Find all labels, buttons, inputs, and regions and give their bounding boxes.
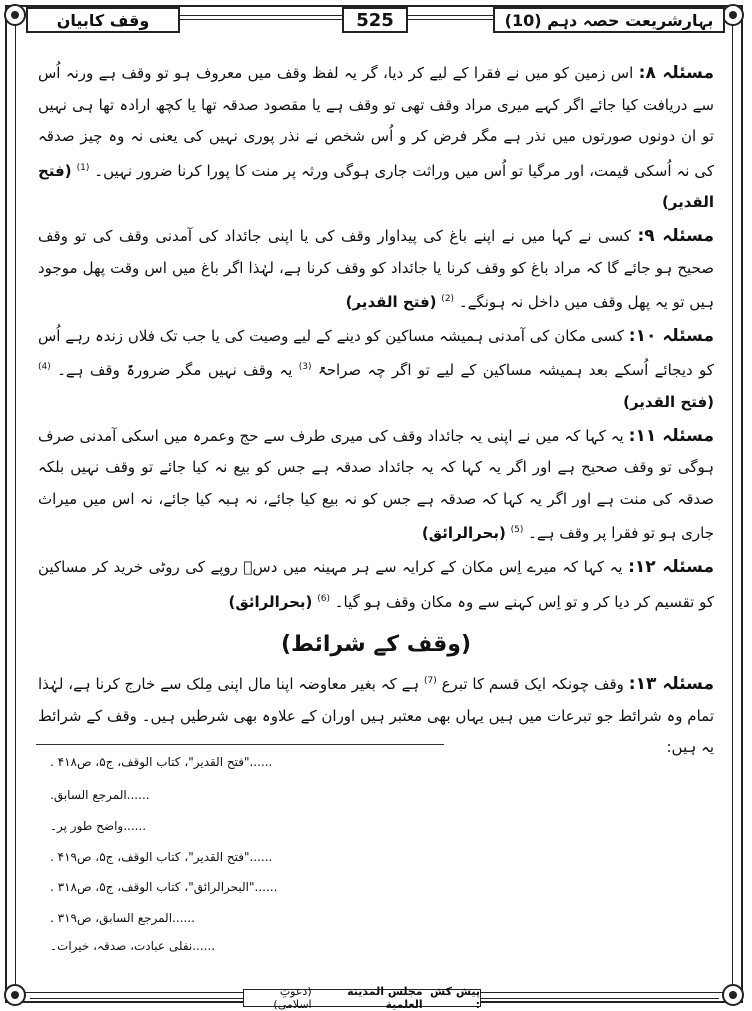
issue-label: مسئلہ ۱۰: — [628, 325, 714, 346]
paragraph-text-continued: یہ وقف نہیں مگر ضرورۃً وقف ہے۔ — [57, 361, 293, 380]
paragraph-text: کسی نے کہا میں نے اپنے باغ کی پیداوار وقف کی یا اپنی جائداد کی آمدنی وقف کی تو وقف صحیح ہو جائے گا کہ مراد باغ کو وقف کرنا یا جائداد کو وقف کرنا ہے، لہٰذا اگر باغ میں اس وقت پھل موجود ہیں تو یہ پھل وقف میں داخل نہ ہونگے۔ — [38, 226, 714, 312]
footer-rule-right — [481, 998, 719, 999]
footnote-marker: (3) — [298, 362, 312, 373]
footnote-marker: (2) — [441, 294, 455, 305]
publisher-box — [243, 985, 481, 1011]
paragraph-11 — [38, 421, 714, 550]
paragraph-text-continued: ہے کہ بغیر معاوضہ اپنا مال اپنی مِلک سے خارج کرنا ہے، لہٰذا تمام وہ شرائط جو تبرعات میں ہیں یہاں بھی معتبر ہیں اوران کے علاوہ بھی شرطیں ہیں۔ وقف کے شرائط یہ ہیں: — [38, 675, 714, 757]
reference: (فتح القدیر) — [38, 161, 714, 212]
footnote-marker: (7) — [424, 676, 437, 687]
paragraph-text: وقف چونکہ ایک قسم کا تبرع — [441, 675, 624, 694]
paragraph-8 — [38, 58, 714, 219]
publisher-label: پیش کش : — [430, 985, 480, 1011]
footnote-marker: (1) — [76, 162, 90, 173]
page-number: 525 — [342, 7, 408, 33]
reference: (فتح القدیر) — [623, 392, 714, 411]
reference: (بحرالرائق) — [421, 524, 506, 543]
page-footer — [0, 985, 752, 1011]
paragraph-10 — [38, 321, 714, 419]
footnote-3: ......واضح طور پر۔ — [50, 819, 147, 833]
section-heading: (وقف کے شرائط) — [280, 632, 472, 658]
publisher-name: مجلس المدینة العلمیة — [347, 985, 423, 1011]
header-rule-left — [180, 19, 342, 20]
paragraph-13 — [38, 666, 714, 764]
footnote-1: ......"فتح القدیر"، کتاب الوقف، ج۵، ص۴۱۸ . — [50, 755, 273, 769]
footnote-separator — [36, 744, 444, 745]
footnote-6: ......المرجع السابق، ص۳۱۹ . — [50, 911, 195, 925]
paragraph-text: کسی مکان کی آمدنی ہمیشہ مساکین کو دینے کے لیے وصیت کی یا جب تک فلاں زندہ رہے اُس کو دیجائے اُسکے بعد ہمیشہ مساکین کے لیے تو اگر چہ صراحۃً — [38, 326, 714, 380]
footnote-5: ......"البحرالرائق"، کتاب الوقف، ج۵، ص۳۱۸ . — [50, 880, 278, 894]
main-text — [38, 58, 714, 766]
footnote-7: ......نفلی عبادت، صدقہ، خیرات۔ — [50, 939, 216, 953]
paragraph-9 — [38, 221, 714, 319]
footnote-marker: (5) — [510, 525, 524, 536]
book-title: بہارِشریعت حصہ دہم (10) — [493, 7, 725, 33]
issue-label: مسئلہ ۱۲: — [628, 556, 714, 577]
footer-rule-left — [30, 998, 243, 999]
issue-label: مسئلہ ۸: — [638, 63, 714, 83]
footnote-2: ......المرجع السابق. — [50, 788, 150, 802]
publisher-sub: (دعوتِ اسلامی) — [273, 985, 312, 1011]
page-header — [0, 7, 752, 37]
footnote-marker: (4) — [38, 362, 51, 373]
reference: (بحرالرائق) — [228, 592, 313, 611]
paragraph-text: یہ کہا کہ میں نے اپنی یہ جائداد وقف کی میری طرف سے حج وعمرہ میں اسکی آمدنی صرف ہوگی تو وقف صحیح ہے اور اگر یہ کہا کہ یہ جائداد صدقہ ہے جس کو بیع نہ کیا جائے تو وقف نہیں بلکہ صدقہ کی منت ہے اور اگر یہ کہا کہ صدقہ ہے جس کو نہ بیع کیا جائے، نہ ہبہ کیا جائے، نہ اس میں میراث جاری ہو تو فقرا پر وقف ہے۔ — [38, 426, 714, 543]
reference: (فتح القدیر) — [345, 293, 437, 312]
paragraph-text: یہ کہا کہ میرے اِس مکان کے کرایہ سے ہر مہینہ میں دسؔ روپے کی روٹی خرید کر مساکین کو تقسیم کر دیا کر و تو اِس کہنے سے وہ مکان وقف ہو گیا۔ — [38, 557, 714, 611]
paragraph-12 — [38, 552, 714, 618]
chapter-title: وقف کابیان — [26, 7, 180, 33]
issue-label: مسئلہ ۱۳: — [628, 674, 714, 695]
issue-label: مسئلہ ۱۱: — [628, 425, 714, 446]
header-rule-right — [408, 19, 493, 20]
footnote-marker: (6) — [317, 593, 330, 604]
footnote-4: ......"فتح القدیر"، کتاب الوقف، ج۵، ص۴۱۹ . — [50, 850, 273, 864]
paragraph-text: اس زمین کو میں نے فقرا کے لیے کر دیا، گر یہ لفظ وقف میں معروف ہو تو وقف ہے ورنہ اُس سے دریافت کیا جائے اگر کہے میری مراد وقف تھی تو وقف ہے یا مقصود صدقہ تھا یا کچھ ارادہ تھا ہی نہیں تو ان دونوں صورتوں میں نذر ہے مگر فرض کر و اُس شخص نے نذر پوری نہیں کی یعنی نہ وہ چیز صدقہ کی نہ اُسکی قیمت، اور مرگیا تو اُس میں وراثت جاری ہوگی ورثہ پر منت کا پورا کرنا ضرور نہیں۔ — [38, 64, 714, 180]
issue-label: مسئلہ ۹: — [637, 225, 714, 246]
